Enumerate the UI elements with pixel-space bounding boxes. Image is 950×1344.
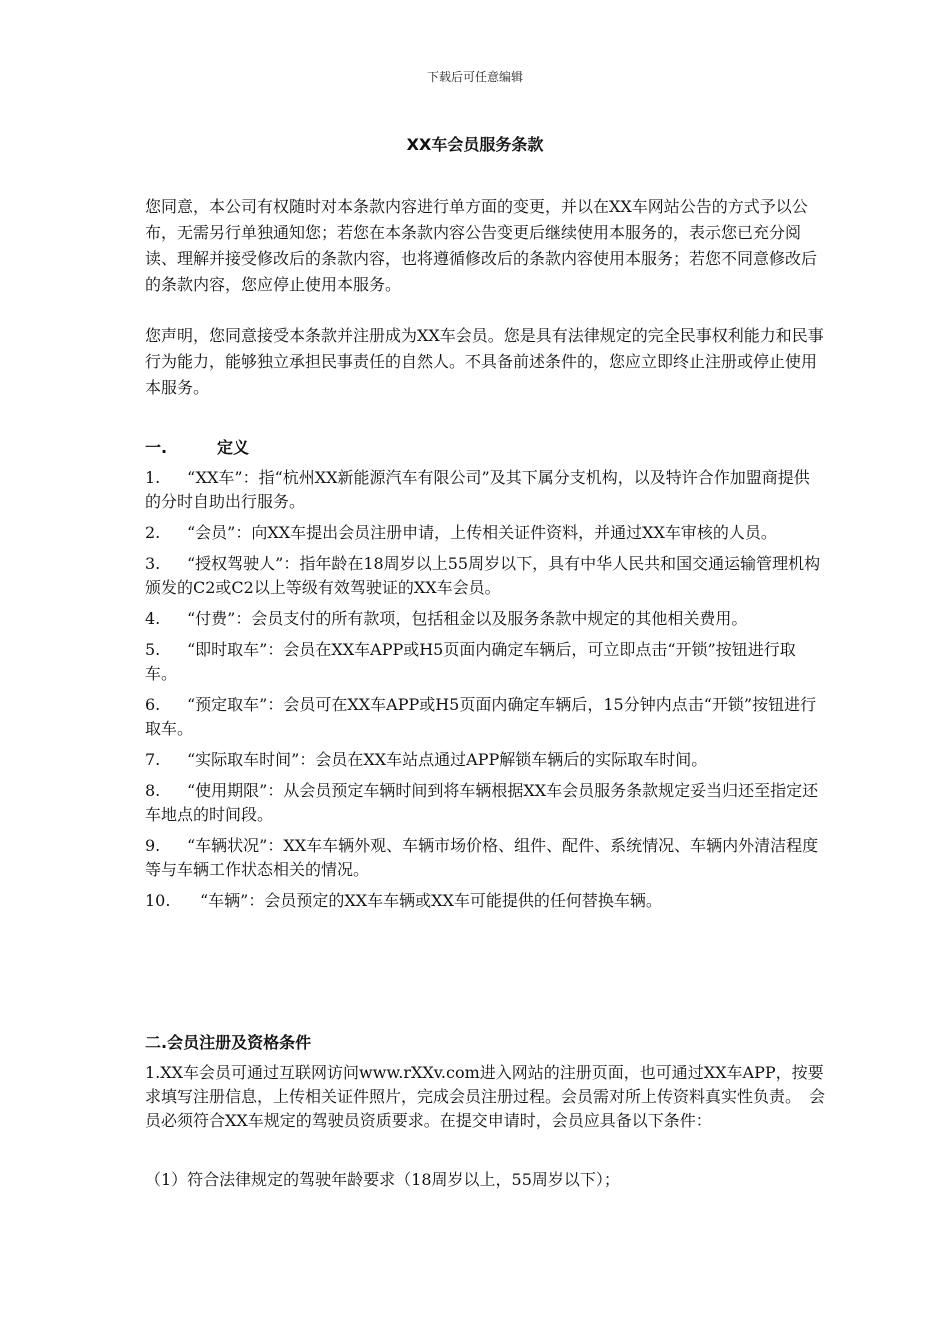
list-item: [145, 607, 825, 631]
list-item: [145, 834, 825, 882]
item-text: “车辆状况”：XX车车辆外观、车辆市场价格、组件、配件、系统情况、车辆内外清洁程度等与车辆工作状态相关的情况。: [145, 836, 819, 879]
item-number: 4.: [145, 609, 161, 628]
item-number: 8.: [145, 781, 161, 800]
intro-paragraph-1: [145, 194, 825, 298]
registration-paragraph: [145, 1061, 835, 1133]
list-item: [145, 466, 825, 514]
item-number: 1.: [145, 468, 161, 487]
definition-list: [145, 466, 825, 920]
item-text: “XX车”：指“杭州XX新能源汽车有限公司”及其下属分支机构，以及特许合作加盟商提供的分时自助出行服务。: [145, 468, 810, 511]
item-text: “预定取车”：会员可在XX车APP或H5页面内确定车辆后，15分钟内点击“开锁”按钮进行取车。: [145, 695, 817, 738]
intro-paragraph-2: [145, 323, 825, 401]
section-heading-definitions: [145, 435, 249, 461]
header-note: 下载后可任意编辑: [426, 70, 523, 84]
list-item: [145, 693, 825, 741]
item-number: 10.: [145, 891, 171, 910]
item-text: “即时取车”：会员在XX车APP或H5页面内确定车辆后，可立即点击“开锁”按钮进行取车。: [145, 640, 796, 683]
item-text: “授权驾驶人”：指年龄在18周岁以上55周岁以下，具有中华人民共和国交通运输管理机构颁发的C2或C2以上等级有效驾驶证的XX车会员。: [145, 554, 821, 597]
document-title: XX车会员服务条款: [406, 135, 544, 154]
list-item: [145, 638, 825, 686]
item-number: 9.: [145, 836, 161, 855]
list-item: [145, 748, 825, 772]
registration-text: 1.XX车会员可通过互联网访问www.rXXv.com进入网站的注册页面，也可通过XX车APP，按要求填写注册信息，上传相关证件照片，完成会员注册过程。会员需对所上传资料真实性负责。 会员必须符合XX车规定的驾驶员资质要求。在提交申请时，会员应具备以下条件：: [145, 1063, 826, 1130]
item-number: 3.: [145, 554, 161, 573]
item-number: 5.: [145, 640, 161, 659]
item-text: “车辆”：会员预定的XX车车辆或XX车可能提供的任何替换车辆。: [200, 891, 662, 910]
section-title: 定义: [217, 438, 250, 457]
item-number: 6.: [145, 695, 161, 714]
list-item: [145, 552, 825, 600]
item-text: “付费”：会员支付的所有款项，包括租金以及服务条款中规定的其他相关费用。: [187, 609, 748, 628]
intro-text-2: 您声明，您同意接受本条款并注册成为XX车会员。您是具有法律规定的完全民事权利能力和民事行为能力，能够独立承担民事责任的自然人。不具备前述条件的，您应立即终止注册或停止使用本服务。: [145, 326, 824, 397]
condition-item-1: （1）符合法律规定的驾驶年龄要求（18周岁以上，55周岁以下）；: [145, 1170, 620, 1189]
item-text: “使用期限”：从会员预定车辆时间到将车辆根据XX车会员服务条款规定妥当归还至指定还车地点的时间段。: [145, 781, 819, 824]
item-number: 7.: [145, 750, 161, 769]
list-item: [145, 889, 825, 913]
item-text: “会员”：向XX车提出会员注册申请，上传相关证件资料，并通过XX车审核的人员。: [187, 523, 777, 542]
item-text: “实际取车时间”：会员在XX车站点通过APP解锁车辆后的实际取车时间。: [187, 750, 708, 769]
item-number: 2.: [145, 523, 161, 542]
list-item: [145, 779, 825, 827]
intro-text-1: 您同意，本公司有权随时对本条款内容进行单方面的变更，并以在XX车网站公告的方式予以公布，无需另行单独通知您；若您在本条款内容公告变更后继续使用本服务的，表示您已充分阅读、理解并接受修改后的条款内容，也将遵循修改后的条款内容使用本服务；若您不同意修改后的条款内容，您应停止使用本服务。: [145, 197, 818, 294]
list-item: [145, 521, 825, 545]
section-heading-registration: 二.会员注册及资格条件: [145, 1033, 312, 1052]
section-number: 一.: [145, 438, 168, 457]
